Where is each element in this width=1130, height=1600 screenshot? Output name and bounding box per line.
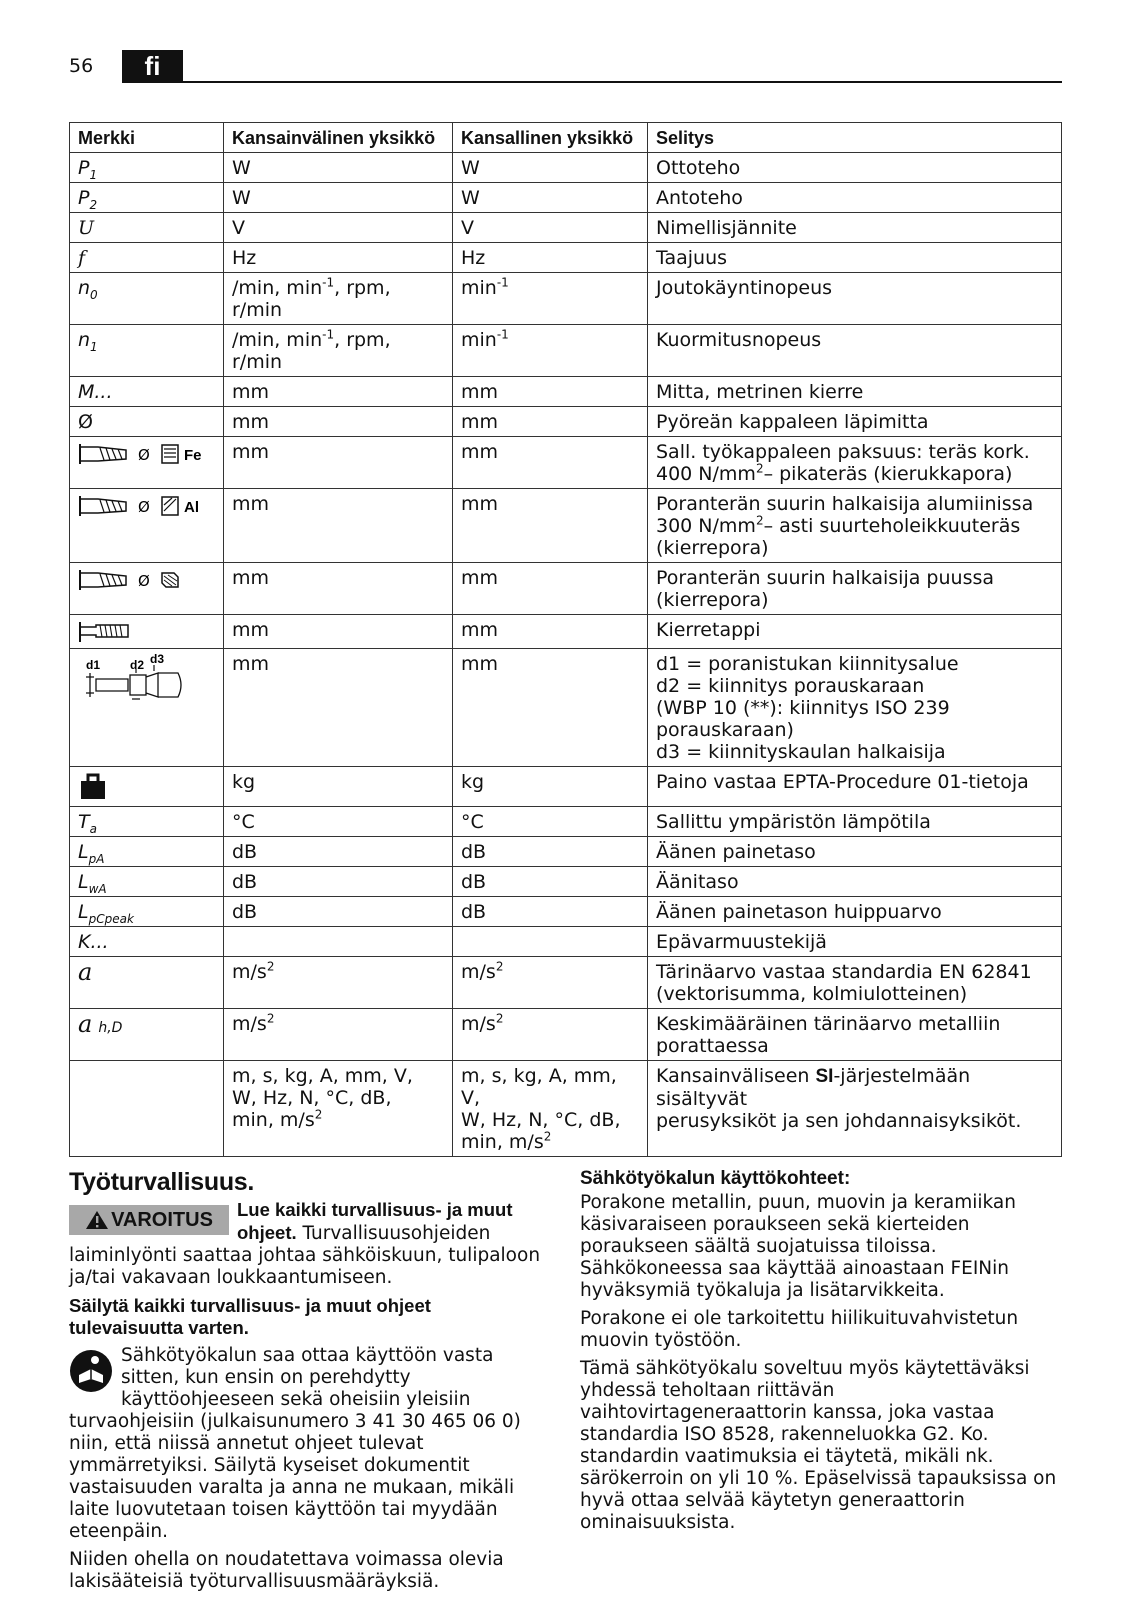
description-line: d1 = poranistukan kiinnitysalue [656, 653, 959, 675]
symbol: Ø [70, 407, 224, 437]
table-row [70, 273, 1062, 325]
unit-sup: 2 [543, 1129, 552, 1144]
description: Tärinäarvo vastaa standardia EN 62841 [656, 961, 1032, 983]
table-row [70, 213, 1062, 243]
intl-unit: V [224, 213, 453, 243]
unit-sup: -1 [496, 327, 509, 342]
symbol: a [78, 1010, 93, 1038]
intl-unit: Hz [224, 243, 453, 273]
description: Äänen painetaso [648, 837, 1062, 867]
header-rule [122, 81, 1062, 83]
intended-use-section [580, 1168, 1062, 1540]
law-text: Niiden ohella on noudatettava voimassa olevia lakisääteisiä työturvallisuusmääräyksiä. [69, 1549, 504, 1592]
symbol-sub: a [89, 821, 97, 836]
d2-label: d2 [130, 658, 145, 672]
al-label: Al [184, 499, 199, 516]
intended-use-paragraph: Porakone metallin, puun, muovin ja keramiikan käsivaraiseen poraukseen sekä kierteiden poraukseen säältä suojatuissa tiloissa. Sähkökoneessa saa käyttää ainoastaan FEINin hyväksymiä työkaluja ja lisätarvikkeita. [580, 1192, 1016, 1301]
intl-unit: mm [224, 615, 453, 649]
description: Äänitaso [648, 867, 1062, 897]
description: Taajuus [648, 243, 1062, 273]
fe-label: Fe [184, 447, 202, 464]
description-line: 300 N/mm [656, 515, 756, 537]
description: Kierretappi [648, 615, 1062, 649]
table-row [70, 407, 1062, 437]
description-line: (kierrepora) [656, 537, 769, 559]
table-row [70, 437, 1062, 489]
intended-use-paragraph: Tämä sähkötyökalu soveltuu myös käytettäväksi yhdessä teholtaan riittävän vaihtovirtageneraattorin kanssa, joka vastaa standardia ISO 8528, rakenneluokka G2. Ko. standardin vaatimuksia ei täytetä, mikäli nk. särökerroin on yli 10 %. Epäselvissä tapauksissa on hyvä ottaa selvää käytetyn generaattorin ominaisuuksista. [580, 1358, 1057, 1533]
national-unit: kg [453, 767, 648, 807]
d1-label: d1 [86, 658, 101, 672]
unit-sup: 2 [266, 959, 275, 974]
national-unit-line: min, m/s [461, 1131, 544, 1153]
page-number: 56 [69, 55, 94, 77]
intl-unit: mm [224, 489, 453, 563]
intended-use-title: Sähkötyökalun käyttökohteet: [580, 1168, 851, 1189]
unit-sup: 2 [266, 1011, 275, 1026]
description-line: porattaessa [656, 1035, 769, 1057]
table-row [70, 243, 1062, 273]
unit-sup: 2 [495, 1011, 504, 1026]
description: Mitta, metrinen kierre [648, 377, 1062, 407]
description: Antoteho [648, 183, 1062, 213]
table-row [70, 649, 1062, 767]
description-line-rest: – pikateräs (kierukkapora) [763, 463, 1013, 485]
description: Epävarmuustekijä [648, 927, 1062, 957]
intl-unit: mm [224, 407, 453, 437]
description-line: porauskaraan) [656, 719, 794, 741]
drill-steel-icon [78, 441, 210, 467]
description: Pyöreän kappaleen läpimitta [648, 407, 1062, 437]
safety-section [69, 1168, 547, 1599]
table-row [70, 377, 1062, 407]
column-header: Selitys [648, 123, 1062, 153]
description: Keskimääräinen tärinäarvo metalliin [656, 1013, 1001, 1035]
table-row [70, 615, 1062, 649]
intl-unit: mm [224, 563, 453, 615]
intl-unit-line: m, s, kg, A, mm, V, [232, 1065, 413, 1087]
description: Ottoteho [648, 153, 1062, 183]
national-unit: mm [453, 437, 648, 489]
national-unit: Hz [453, 243, 648, 273]
intl-unit-line: W, Hz, N, °C, dB, [232, 1087, 392, 1109]
table-row [70, 489, 1062, 563]
table-row [70, 563, 1062, 615]
description-line: (WBP 10 (**): kiinnitys ISO 239 [656, 697, 950, 719]
description: Poranterän suurin halkaisija puussa [656, 567, 995, 589]
table-header-row [70, 123, 1062, 153]
national-unit: mm [453, 489, 648, 563]
national-unit: mm [453, 377, 648, 407]
description-line: d2 = kiinnitys porauskaraan [656, 675, 925, 697]
table-row [70, 867, 1062, 897]
drill-wood-icon [78, 567, 210, 593]
intl-unit: mm [224, 649, 453, 767]
description: Kansainväliseen [656, 1065, 816, 1087]
table-row [70, 807, 1062, 837]
symbol: P [78, 187, 90, 209]
unit-sup: -1 [322, 327, 335, 342]
description-line: (kierrepora) [656, 589, 769, 611]
keep-instructions-text: Säilytä kaikki turvallisuus- ja muut ohjeet tulevaisuutta varten. [69, 1295, 431, 1338]
table-row [70, 897, 1062, 927]
unit-sup: -1 [496, 275, 509, 290]
national-unit: W [453, 183, 648, 213]
symbol-sub: 2 [89, 197, 98, 212]
national-unit-line: m, s, kg, A, mm, V, [461, 1065, 617, 1109]
symbol: f [70, 243, 224, 273]
national-unit: mm [453, 407, 648, 437]
unit-sup: 2 [755, 513, 764, 528]
national-unit: mm [453, 649, 648, 767]
unit-sup: -1 [322, 275, 335, 290]
intl-unit-line: min, m/s [232, 1109, 315, 1131]
symbol: T [78, 811, 90, 833]
description: Äänen painetason huippuarvo [648, 897, 1062, 927]
national-unit: V [453, 213, 648, 243]
warning-badge [69, 1205, 229, 1235]
national-unit-line: W, Hz, N, °C, dB, [461, 1109, 621, 1131]
intl-unit: mm [224, 437, 453, 489]
description: Paino vastaa EPTA-Procedure 01-tietoja [648, 767, 1062, 807]
weight-icon [78, 771, 108, 801]
intl-unit: /min, min [232, 329, 323, 351]
svg-text:Ø: Ø [138, 446, 150, 464]
description-bold: SI [815, 1066, 834, 1087]
symbol: a [70, 957, 224, 1009]
national-unit: min [461, 277, 497, 299]
language-badge: fi [122, 50, 183, 83]
read-manual-icon [69, 1349, 113, 1393]
warning-label: VAROITUS [111, 1209, 213, 1231]
warning-text: Turvallisuusohjeiden laiminlyönti saattaa johtaa sähköiskuun, tulipaloon ja/tai vakavaan loukkaantumiseen. [69, 1223, 541, 1288]
intl-unit: kg [224, 767, 453, 807]
read-manual-text: Sähkötyökalun saa ottaa käyttöön vasta sitten, kun ensin on perehdytty käyttöohjeeseen sekä oheisiin yleisiin turvaohjeisiin (julkaisunumero 3 41 30 465 06 0) niin, että niissä annetut ohjeet tulevat ymmärretyiksi. Säilytä kyseiset dokumentit vastaisuuden varalta ja anna ne mukaan, mikäli laite luovutetaan toisen käyttöön tai myydään eteenpäin. [69, 1345, 521, 1542]
national-unit: min [461, 329, 497, 351]
national-unit: dB [453, 867, 648, 897]
symbol: K... [70, 927, 224, 957]
chuck-diameters-icon [78, 653, 188, 709]
table-row [70, 1061, 1062, 1157]
table-row [70, 767, 1062, 807]
intl-unit: /min, min [232, 277, 323, 299]
symbol-table [69, 122, 1062, 1157]
intl-unit: dB [224, 837, 453, 867]
symbol: P [78, 157, 90, 179]
page-header [0, 0, 1130, 90]
description-line: (vektorisumma, kolmiulotteinen) [656, 983, 968, 1005]
symbol [70, 1061, 224, 1157]
intl-unit: m/s [232, 1013, 267, 1035]
drill-aluminium-icon [78, 493, 210, 519]
tap-icon [78, 619, 138, 645]
column-header: Kansainvälinen yksikkö [224, 123, 453, 153]
national-unit: mm [453, 615, 648, 649]
national-unit: m/s [461, 961, 496, 983]
symbol: n [78, 277, 91, 299]
intl-unit: m/s [232, 961, 267, 983]
symbol: L [78, 841, 89, 863]
national-unit: W [453, 153, 648, 183]
description: Kuormitusnopeus [648, 325, 1062, 377]
national-unit: mm [453, 563, 648, 615]
intl-unit: dB [224, 897, 453, 927]
intended-use-paragraph: Porakone ei ole tarkoitettu hiilikuituvahvistetun muovin työstöön. [580, 1308, 1019, 1351]
table-row [70, 183, 1062, 213]
national-unit: dB [453, 897, 648, 927]
table-row [70, 957, 1062, 1009]
description-line: perusyksiköt ja sen johdannaisyksiköt. [656, 1110, 1022, 1132]
national-unit: dB [453, 837, 648, 867]
symbol-sub: wA [88, 881, 107, 896]
column-header: Kansallinen yksikkö [453, 123, 648, 153]
symbol-sub: 1 [90, 339, 98, 354]
description-line: d3 = kiinnityskaulan halkaisija [656, 741, 946, 763]
symbol-sub: pA [88, 851, 105, 866]
warning-bold-text: Lue kaikki turvallisuus- ja muut ohjeet. [237, 1199, 513, 1243]
table-row [70, 837, 1062, 867]
table-row [70, 153, 1062, 183]
symbol-sub: 0 [90, 287, 98, 302]
symbol-sub: 1 [89, 167, 98, 182]
national-unit [453, 927, 648, 957]
table-row [70, 325, 1062, 377]
svg-text:Ø: Ø [138, 498, 150, 516]
unit-sup: 2 [755, 461, 764, 476]
unit-sup: 2 [495, 959, 504, 974]
symbol: n [78, 329, 91, 351]
intl-unit: °C [224, 807, 453, 837]
description: Sall. työkappaleen paksuus: teräs kork. [656, 441, 1030, 463]
intl-unit: dB [224, 867, 453, 897]
description-line-rest: – asti suurteholeikkuuteräs [763, 515, 1021, 537]
description: Nimellisjännite [648, 213, 1062, 243]
description-rest: -järjestelmään sisältyvät [656, 1065, 971, 1110]
d3-label: d3 [150, 653, 165, 666]
unit-sup: 2 [314, 1107, 323, 1122]
intl-unit: W [224, 153, 453, 183]
column-header: Merkki [70, 123, 224, 153]
table-row [70, 1009, 1062, 1061]
table-row [70, 927, 1062, 957]
warning-icon [85, 1210, 109, 1230]
national-unit: m/s [461, 1013, 496, 1035]
svg-text:Ø: Ø [138, 572, 150, 590]
description: Sallittu ympäristön lämpötila [648, 807, 1062, 837]
symbol: L [78, 871, 89, 893]
intl-unit: W [224, 183, 453, 213]
description: Joutokäyntinopeus [648, 273, 1062, 325]
symbol: M... [70, 377, 224, 407]
national-unit: °C [453, 807, 648, 837]
symbol-sub: pCpeak [88, 911, 134, 926]
safety-title: Työturvallisuus. [69, 1168, 255, 1196]
intl-unit: mm [224, 377, 453, 407]
description: Poranterän suurin halkaisija alumiinissa [656, 493, 1034, 515]
symbol: L [78, 901, 89, 923]
intl-unit-rest: , rpm, r/min [232, 277, 391, 321]
description-line: 400 N/mm [656, 463, 756, 485]
symbol-sub: h,D [98, 1020, 123, 1036]
intl-unit [224, 927, 453, 957]
intl-unit-rest: , rpm, r/min [232, 329, 391, 373]
symbol: U [70, 213, 224, 243]
